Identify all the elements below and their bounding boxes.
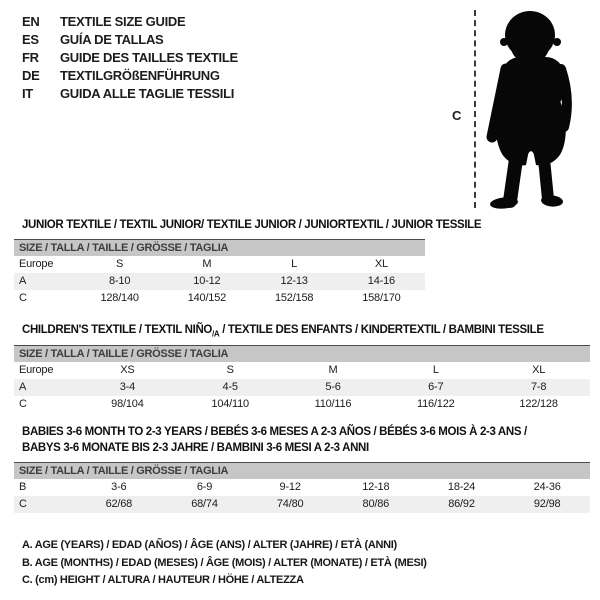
- children-title-part2: / TEXTILE DES ENFANTS / KINDERTEXTIL / BAMBINI TESSILE: [219, 324, 544, 336]
- junior-section-title: JUNIOR TEXTILE / TEXTIL JUNIOR/ TEXTILE JUNIOR / JUNIORTEXTIL / JUNIOR TESSILE: [22, 219, 482, 231]
- height-measure-label: C: [452, 108, 462, 123]
- size-cell: 12-13: [280, 275, 308, 287]
- row-label: Europe: [19, 258, 54, 270]
- size-cell: 9-12: [279, 481, 301, 493]
- table-row-height: [14, 496, 590, 513]
- children-size-table: [14, 345, 590, 413]
- measure-legend: [22, 537, 427, 590]
- language-label: TEXTILE SIZE GUIDE: [60, 14, 186, 29]
- table-row-age: [14, 273, 425, 290]
- language-code: ES: [22, 32, 39, 47]
- size-cell: 92/98: [533, 498, 561, 510]
- language-code: EN: [22, 14, 40, 29]
- toddler-silhouette-icon: [482, 8, 574, 210]
- babies-section-title: [22, 424, 527, 456]
- row-label: C: [19, 498, 27, 510]
- row-label: Europe: [19, 364, 54, 376]
- size-cell: 128/140: [100, 292, 139, 304]
- table-row-age: [14, 379, 590, 396]
- size-cell: 98/104: [111, 398, 144, 410]
- size-cell: S: [116, 258, 124, 270]
- size-cell: 14-16: [367, 275, 395, 287]
- size-cell: L: [291, 258, 298, 270]
- baby-figure: [440, 8, 590, 213]
- size-cell: 7-8: [530, 381, 547, 393]
- language-row-it: [22, 85, 238, 103]
- row-label: C: [19, 292, 27, 304]
- children-section-title: [22, 322, 544, 342]
- language-label: GUIDE DES TAILLES TEXTILE: [60, 50, 238, 65]
- size-cell: 5-6: [325, 381, 341, 393]
- babies-title-line2: BABYS 3-6 MONATE BIS 2-3 JAHRE / BAMBINI 3-6 MESI A 2-3 ANNI: [22, 442, 369, 454]
- babies-title-line1: BABIES 3-6 MONTH TO 2-3 YEARS / BEBÉS 3-6 MESES A 2-3 AÑOS / BÉBÉS 3-6 MOIS À 2-3 ANS /: [22, 426, 527, 438]
- language-code: FR: [22, 50, 39, 65]
- table-row-europe: [14, 256, 425, 273]
- size-header-bar: SIZE / TALLA / TAILLE / GRÖSSE / TAGLIA: [14, 345, 590, 362]
- row-label: A: [19, 275, 27, 287]
- language-row-fr: [22, 49, 238, 67]
- size-cell: 4-5: [222, 381, 238, 393]
- size-cell: 10-12: [193, 275, 221, 287]
- size-cell: 6-7: [428, 381, 444, 393]
- size-cell: 6-9: [196, 481, 213, 493]
- size-cell: 116/122: [417, 398, 455, 410]
- babies-size-table: [14, 462, 590, 513]
- size-cell: 68/74: [191, 498, 218, 510]
- language-label: TEXTILGRÖßENFÜHRUNG: [60, 68, 220, 83]
- table-row-age-months: [14, 479, 590, 496]
- size-cell: 3-6: [111, 481, 127, 493]
- size-cell: 152/158: [274, 292, 314, 304]
- language-label: GUIDA ALLE TAGLIE TESSILI: [60, 86, 235, 101]
- size-cell: 104/110: [211, 398, 249, 410]
- language-row-en: [22, 13, 238, 31]
- size-header-bar: SIZE / TALLA / TAILLE / GRÖSSE / TAGLIA: [14, 239, 425, 256]
- size-header-bar: SIZE / TALLA / TAILLE / GRÖSSE / TAGLIA: [14, 462, 590, 479]
- size-cell: 140/152: [187, 292, 227, 304]
- size-cell: XS: [120, 364, 135, 376]
- height-dashed-line: [474, 10, 476, 208]
- size-cell: 158/170: [362, 292, 401, 304]
- legend-age-months: B. AGE (MONTHS) / EDAD (MESES) / ÂGE (MOIS) / ALTER (MONATE) / ETÀ (MESI): [22, 556, 427, 569]
- size-cell: S: [226, 364, 234, 376]
- size-cell: M: [328, 364, 338, 376]
- language-row-es: [22, 31, 238, 49]
- language-code: DE: [22, 68, 40, 83]
- language-list: [22, 13, 238, 103]
- junior-size-table: [14, 239, 425, 307]
- language-code: IT: [22, 86, 33, 101]
- size-cell: 8-10: [109, 275, 131, 287]
- row-label: B: [19, 481, 27, 493]
- size-cell: 86/92: [448, 498, 475, 510]
- size-cell: M: [202, 258, 212, 270]
- row-label: A: [19, 381, 27, 393]
- row-label: C: [19, 398, 27, 410]
- language-row-de: [22, 67, 238, 85]
- legend-age-years: A. AGE (YEARS) / EDAD (AÑOS) / ÂGE (ANS) / ALTER (JAHRE) / ETÀ (ANNI): [22, 539, 397, 551]
- size-cell: 122/128: [519, 398, 558, 410]
- size-cell: L: [432, 364, 439, 376]
- size-cell: 62/68: [105, 498, 133, 510]
- children-title-part1: CHILDREN'S TEXTILE / TEXTIL NIÑO: [22, 324, 213, 336]
- table-row-europe: [14, 362, 590, 379]
- table-row-height: [14, 290, 425, 307]
- size-cell: XL: [374, 258, 388, 270]
- size-cell: 18-24: [447, 481, 476, 493]
- table-row-height: [14, 396, 590, 413]
- size-cell: 12-18: [362, 481, 390, 493]
- size-cell: 74/80: [276, 498, 304, 510]
- size-cell: 110/116: [314, 398, 352, 410]
- size-cell: 80/86: [362, 498, 390, 510]
- size-cell: 24-36: [533, 481, 561, 493]
- children-title-sub: /A: [212, 329, 220, 339]
- language-label: GUÍA DE TALLAS: [60, 32, 164, 47]
- size-cell: 3-4: [119, 381, 136, 393]
- legend-height: C. (cm) HEIGHT / ALTURA / HAUTEUR / HÖHE / ALTEZZA: [22, 574, 304, 586]
- size-cell: XL: [532, 364, 546, 376]
